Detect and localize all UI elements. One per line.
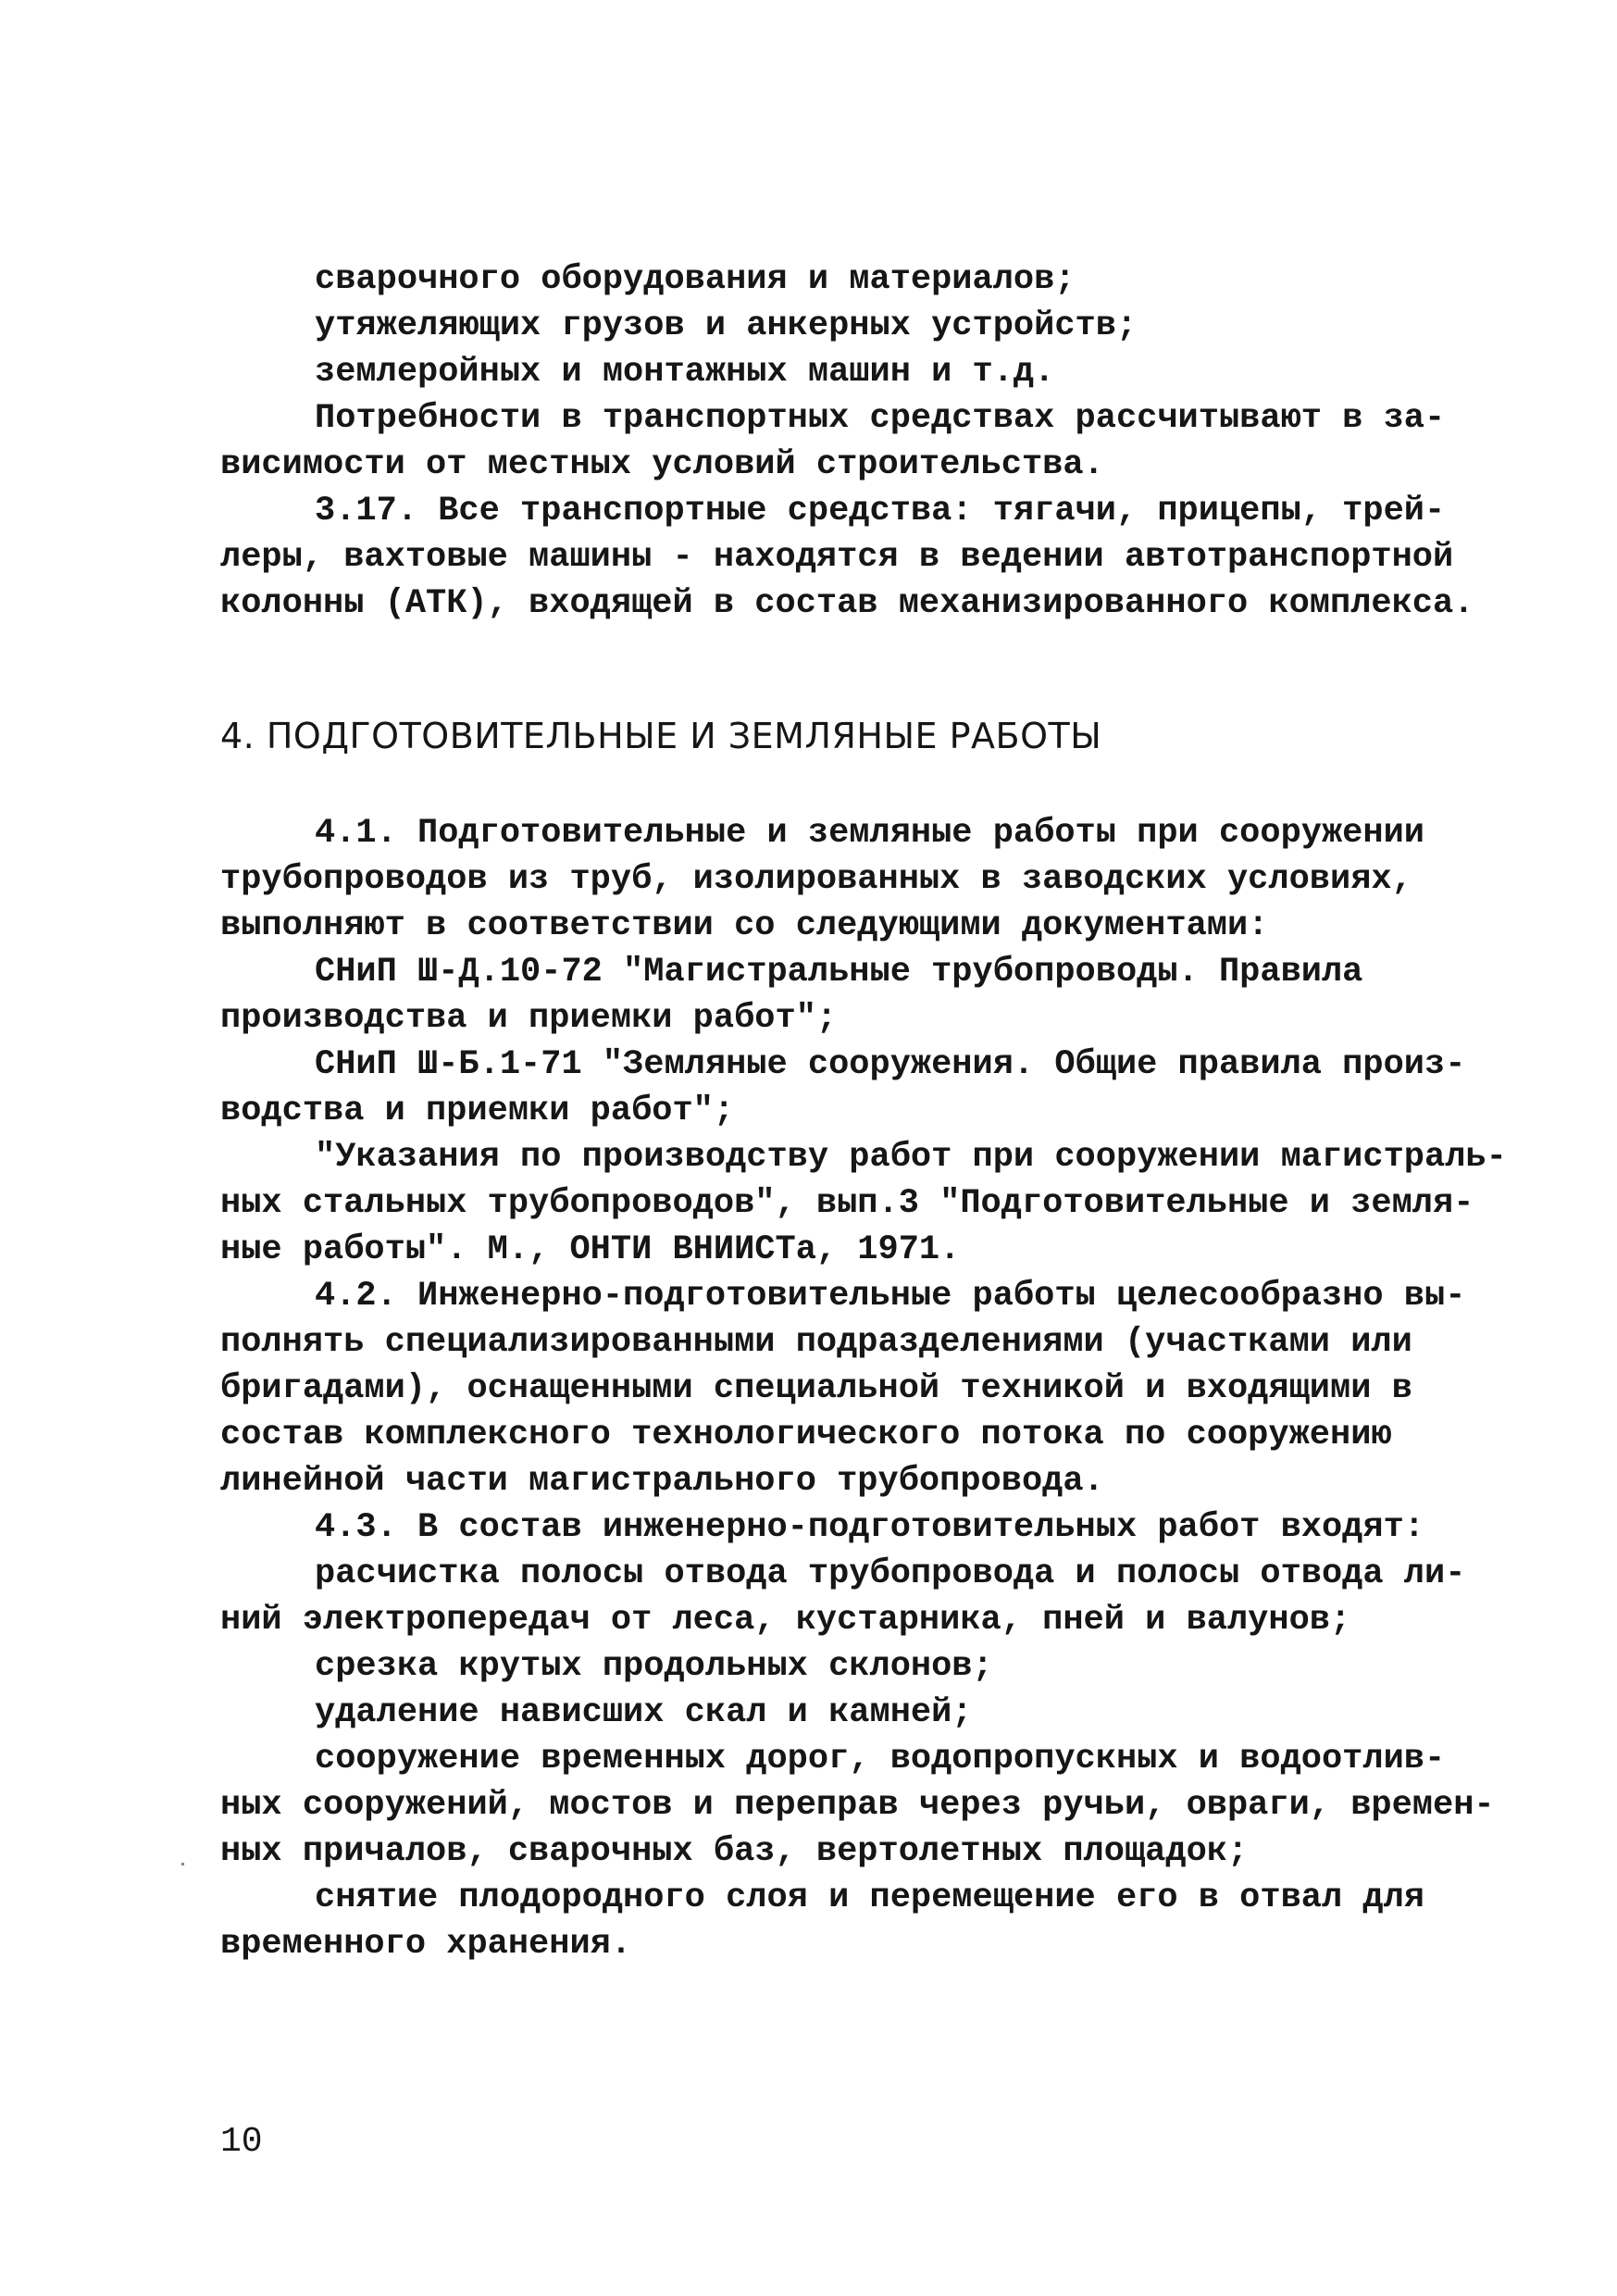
text-line: колонны (АТК), входящей в состав механизированного комплекса. — [220, 584, 1474, 623]
text-line: 3.17. Все транспортные средства: тягачи, прицепы, трей- — [315, 492, 1446, 530]
text-line: снятие плодородного слоя и перемещение его в отвал для — [315, 1878, 1424, 1917]
text-line: ных стальных трубопроводов", вып.3 "Подготовительные и земля- — [220, 1184, 1474, 1223]
text-line: срезка крутых продольных склонов; — [315, 1647, 993, 1686]
text-line: трубопроводов из труб, изолированных в заводских условиях, — [220, 860, 1412, 899]
text-line: удаление нависших скал и камней; — [315, 1693, 973, 1732]
text-line: полнять специализированными подразделениями (участками или — [220, 1323, 1412, 1362]
text-line: ных сооружений, мостов и переправ через ручьи, овраги, времен- — [220, 1786, 1495, 1825]
section-heading: 4. ПОДГОТОВИТЕЛЬНЫЕ И ЗЕМЛЯНЫЕ РАБОТЫ — [220, 716, 1102, 756]
text-line: состав комплексного технологического потока по сооружению — [220, 1416, 1392, 1454]
text-line: водства и приемки работ"; — [220, 1092, 735, 1130]
text-line: утяжеляющих грузов и анкерных устройств; — [315, 306, 1138, 345]
text-line: сооружение временных дорог, водопропускных и водоотлив- — [315, 1740, 1446, 1778]
text-line: висимости от местных условий строительства. — [220, 445, 1104, 484]
scan-speck — [181, 1863, 184, 1866]
text-line: производства и приемки работ"; — [220, 999, 838, 1038]
text-line: Потребности в транспортных средствах рассчитывают в за- — [315, 399, 1446, 438]
text-line: СНиП Ш-Д.10-72 "Магистральные трубопроводы. Правила — [315, 953, 1363, 992]
text-line: землеройных и монтажных машин и т.д. — [315, 353, 1055, 392]
text-line: СНиП Ш-Б.1-71 "Земляные сооружения. Общие правила произ- — [315, 1045, 1466, 1084]
text-line: расчистка полосы отвода трубопровода и полосы отвода ли- — [315, 1554, 1466, 1593]
text-line: линейной части магистрального трубопровода. — [220, 1462, 1104, 1501]
text-line: "Указания по производству работ при сооружении магистраль- — [315, 1138, 1507, 1177]
text-line: выполняют в соответствии со следующими документами: — [220, 906, 1269, 945]
text-line: 4.1. Подготовительные и земляные работы при сооружении — [315, 814, 1424, 853]
text-line: 4.2. Инженерно-подготовительные работы целесообразно вы- — [315, 1277, 1466, 1316]
page-number: 10 — [220, 2122, 263, 2162]
text-line: сварочного оборудования и материалов; — [315, 260, 1076, 299]
text-line: леры, вахтовые машины - находятся в ведении автотранспортной — [220, 538, 1454, 577]
text-line: бригадами), оснащенными специальной техникой и входящими в — [220, 1369, 1412, 1408]
text-line: 4.3. В состав инженерно-подготовительных работ входят: — [315, 1508, 1424, 1547]
text-line: ний электропередач от леса, кустарника, пней и валунов; — [220, 1601, 1351, 1640]
text-line: временного хранения. — [220, 1925, 632, 1964]
text-line: ные работы". М., ОНТИ ВНИИСТа, 1971. — [220, 1230, 961, 1269]
text-line: ных причалов, сварочных баз, вертолетных площадок; — [220, 1832, 1249, 1871]
